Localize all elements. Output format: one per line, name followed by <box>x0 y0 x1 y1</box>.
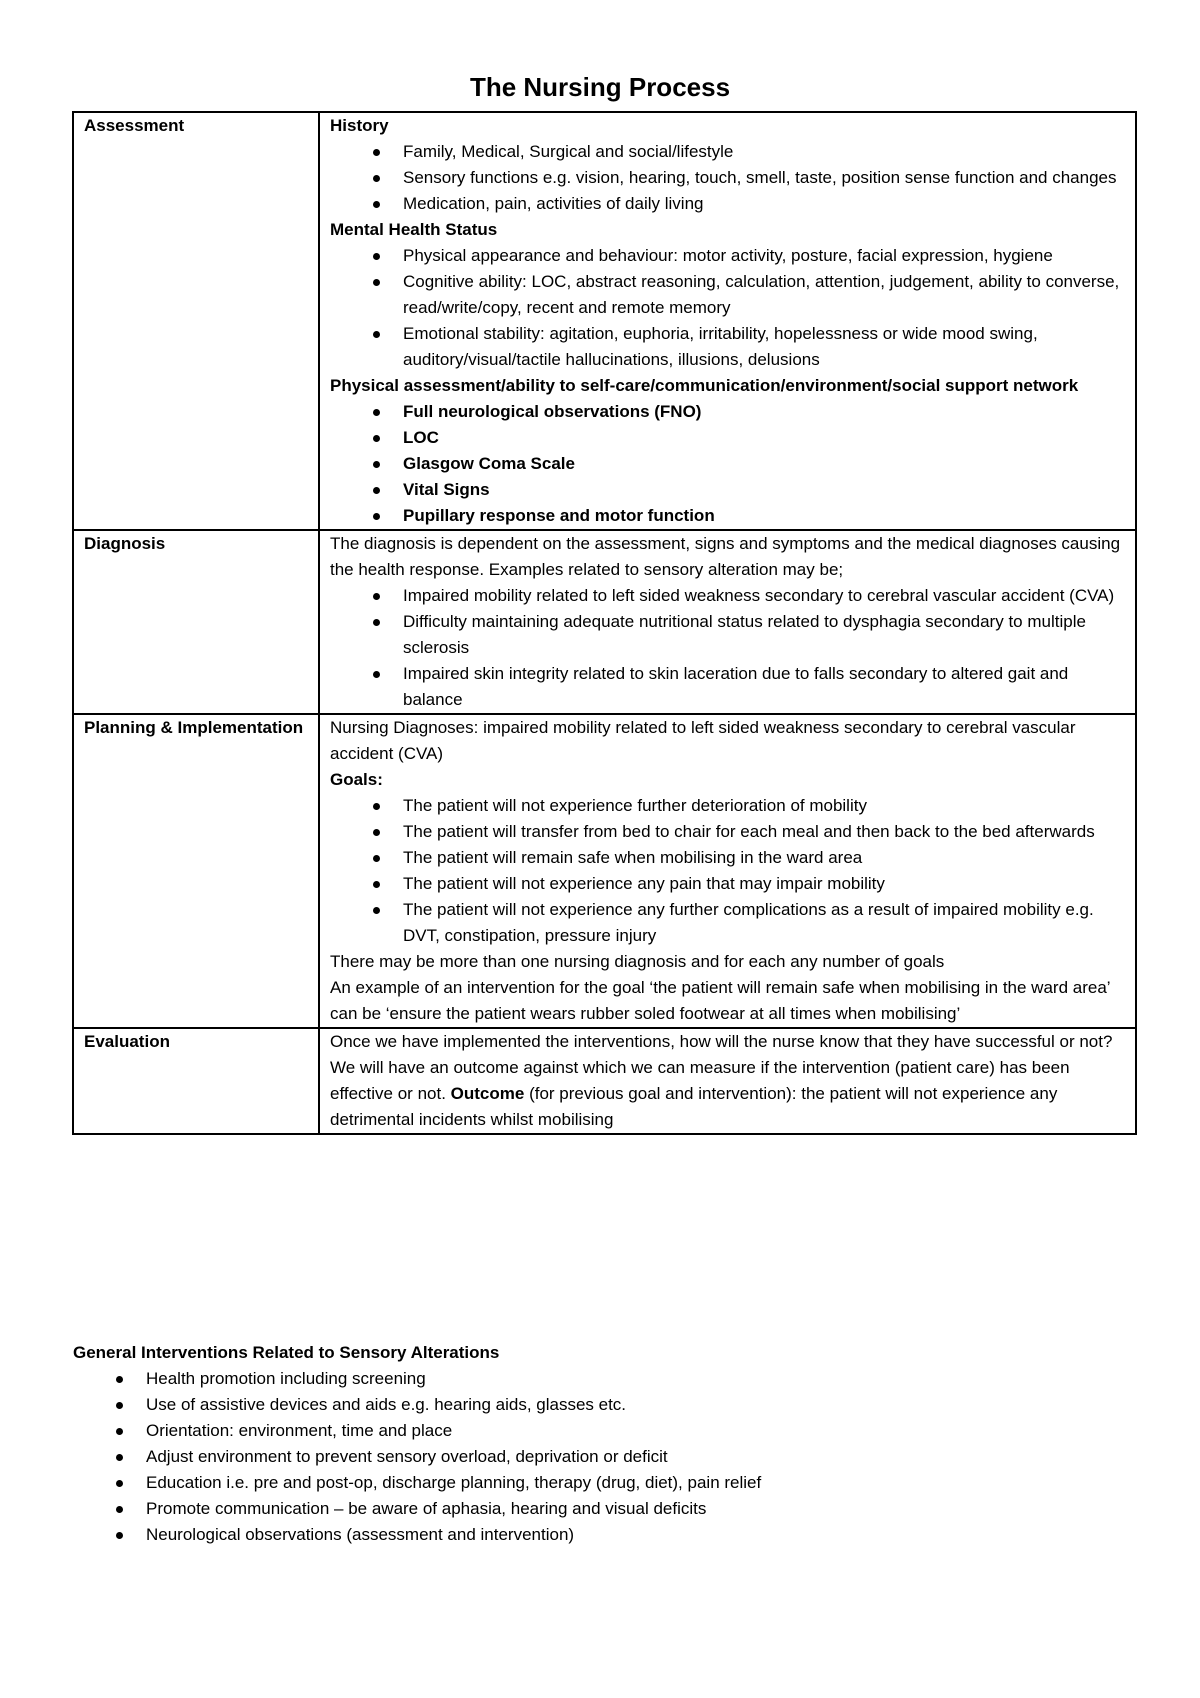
diagnosis-intro: The diagnosis is dependent on the assessment, signs and symptoms and the medical diagnoses causing the health response. Examples related to sensory alteration may be; <box>330 534 1121 579</box>
list-item: Family, Medical, Surgical and social/lifestyle <box>403 139 1129 165</box>
list-item: Orientation: environment, time and place <box>146 1418 1133 1444</box>
general-interventions-section <box>73 1340 1133 1548</box>
list-item: Full neurological observations (FNO) <box>403 399 1129 425</box>
list-item: Promote communication – be aware of aphasia, hearing and visual deficits <box>146 1496 1133 1522</box>
goals-list <box>330 793 1129 949</box>
general-interventions-list <box>73 1366 1133 1548</box>
list-item: The patient will not experience further deterioration of mobility <box>403 793 1129 819</box>
evaluation-label: Evaluation <box>73 1028 319 1134</box>
list-item: Difficulty maintaining adequate nutritional status related to dysphagia secondary to multiple sclerosis <box>403 609 1129 661</box>
list-item: The patient will transfer from bed to chair for each meal and then back to the bed afterwards <box>403 819 1129 845</box>
list-item: Use of assistive devices and aids e.g. hearing aids, glasses etc. <box>146 1392 1133 1418</box>
list-item: Medication, pain, activities of daily living <box>403 191 1129 217</box>
list-item: Vital Signs <box>403 477 1129 503</box>
list-item: Impaired skin integrity related to skin laceration due to falls secondary to altered gait and balance <box>403 661 1129 713</box>
list-item: Emotional stability: agitation, euphoria, irritability, hopelessness or wide mood swing, auditory/visual/tactile hallucinations, illusions, delusions <box>403 321 1129 373</box>
physical-assessment-list <box>330 399 1129 529</box>
mental-health-list <box>330 243 1129 373</box>
list-item: Neurological observations (assessment and intervention) <box>146 1522 1133 1548</box>
general-interventions-heading: General Interventions Related to Sensory Alterations <box>73 1343 500 1362</box>
list-item: Pupillary response and motor function <box>403 503 1129 529</box>
assessment-content <box>319 112 1136 530</box>
evaluation-content <box>319 1028 1136 1134</box>
diagnosis-row <box>73 530 1136 714</box>
page-title: The Nursing Process <box>469 72 731 102</box>
physical-assessment-heading: Physical assessment/ability to self-care/communication/environment/social support network <box>330 376 1079 395</box>
planning-label: Planning & Implementation <box>73 714 319 1028</box>
assessment-row <box>73 112 1136 530</box>
nursing-diagnoses-text: Nursing Diagnoses: impaired mobility related to left sided weakness secondary to cerebral vascular accident (CVA) <box>330 718 1076 763</box>
list-item: LOC <box>403 425 1129 451</box>
list-item: Health promotion including screening <box>146 1366 1133 1392</box>
list-item: The patient will remain safe when mobilising in the ward area <box>403 845 1129 871</box>
history-list <box>330 139 1129 217</box>
mental-health-heading: Mental Health Status <box>330 220 498 239</box>
planning-content <box>319 714 1136 1028</box>
planning-row <box>73 714 1136 1028</box>
nursing-process-table <box>72 111 1137 1135</box>
intervention-example: An example of an intervention for the goal ‘the patient will remain safe when mobilising in the ward area’ can be ‘ensure the patient wears rubber soled footwear at all times when mobilising’ <box>330 978 1110 1023</box>
list-item: Sensory functions e.g. vision, hearing, touch, smell, taste, position sense function and changes <box>403 165 1129 191</box>
goals-heading: Goals: <box>330 770 383 789</box>
list-item: Education i.e. pre and post-op, discharge planning, therapy (drug, diet), pain relief <box>146 1470 1133 1496</box>
diagnosis-list <box>330 583 1129 713</box>
outcome-label: Outcome <box>450 1084 525 1103</box>
list-item: Adjust environment to prevent sensory overload, deprivation or deficit <box>146 1444 1133 1470</box>
list-item: The patient will not experience any pain that may impair mobility <box>403 871 1129 897</box>
assessment-label: Assessment <box>73 112 319 530</box>
planning-note: There may be more than one nursing diagnosis and for each any number of goals <box>330 952 945 971</box>
evaluation-text: Once we have implemented the interventions, how will the nurse know that they have successful or not? We will have an outcome against which we can measure if the intervention (patient care) has been effective or not. <box>330 1032 1113 1103</box>
list-item: Glasgow Coma Scale <box>403 451 1129 477</box>
list-item: Physical appearance and behaviour: motor activity, posture, facial expression, hygiene <box>403 243 1129 269</box>
diagnosis-content <box>319 530 1136 714</box>
list-item: Cognitive ability: LOC, abstract reasoning, calculation, attention, judgement, ability to converse, read/write/copy, recent and remote memory <box>403 269 1129 321</box>
evaluation-row <box>73 1028 1136 1134</box>
evaluation-outcome-text: (for previous goal and intervention): the patient will not experience any detrimental incidents whilst mobilising <box>330 1084 1058 1129</box>
list-item: The patient will not experience any further complications as a result of impaired mobility e.g. DVT, constipation, pressure injury <box>403 897 1129 949</box>
list-item: Impaired mobility related to left sided weakness secondary to cerebral vascular accident (CVA) <box>403 583 1129 609</box>
history-heading: History <box>330 116 389 135</box>
diagnosis-label: Diagnosis <box>73 530 319 714</box>
